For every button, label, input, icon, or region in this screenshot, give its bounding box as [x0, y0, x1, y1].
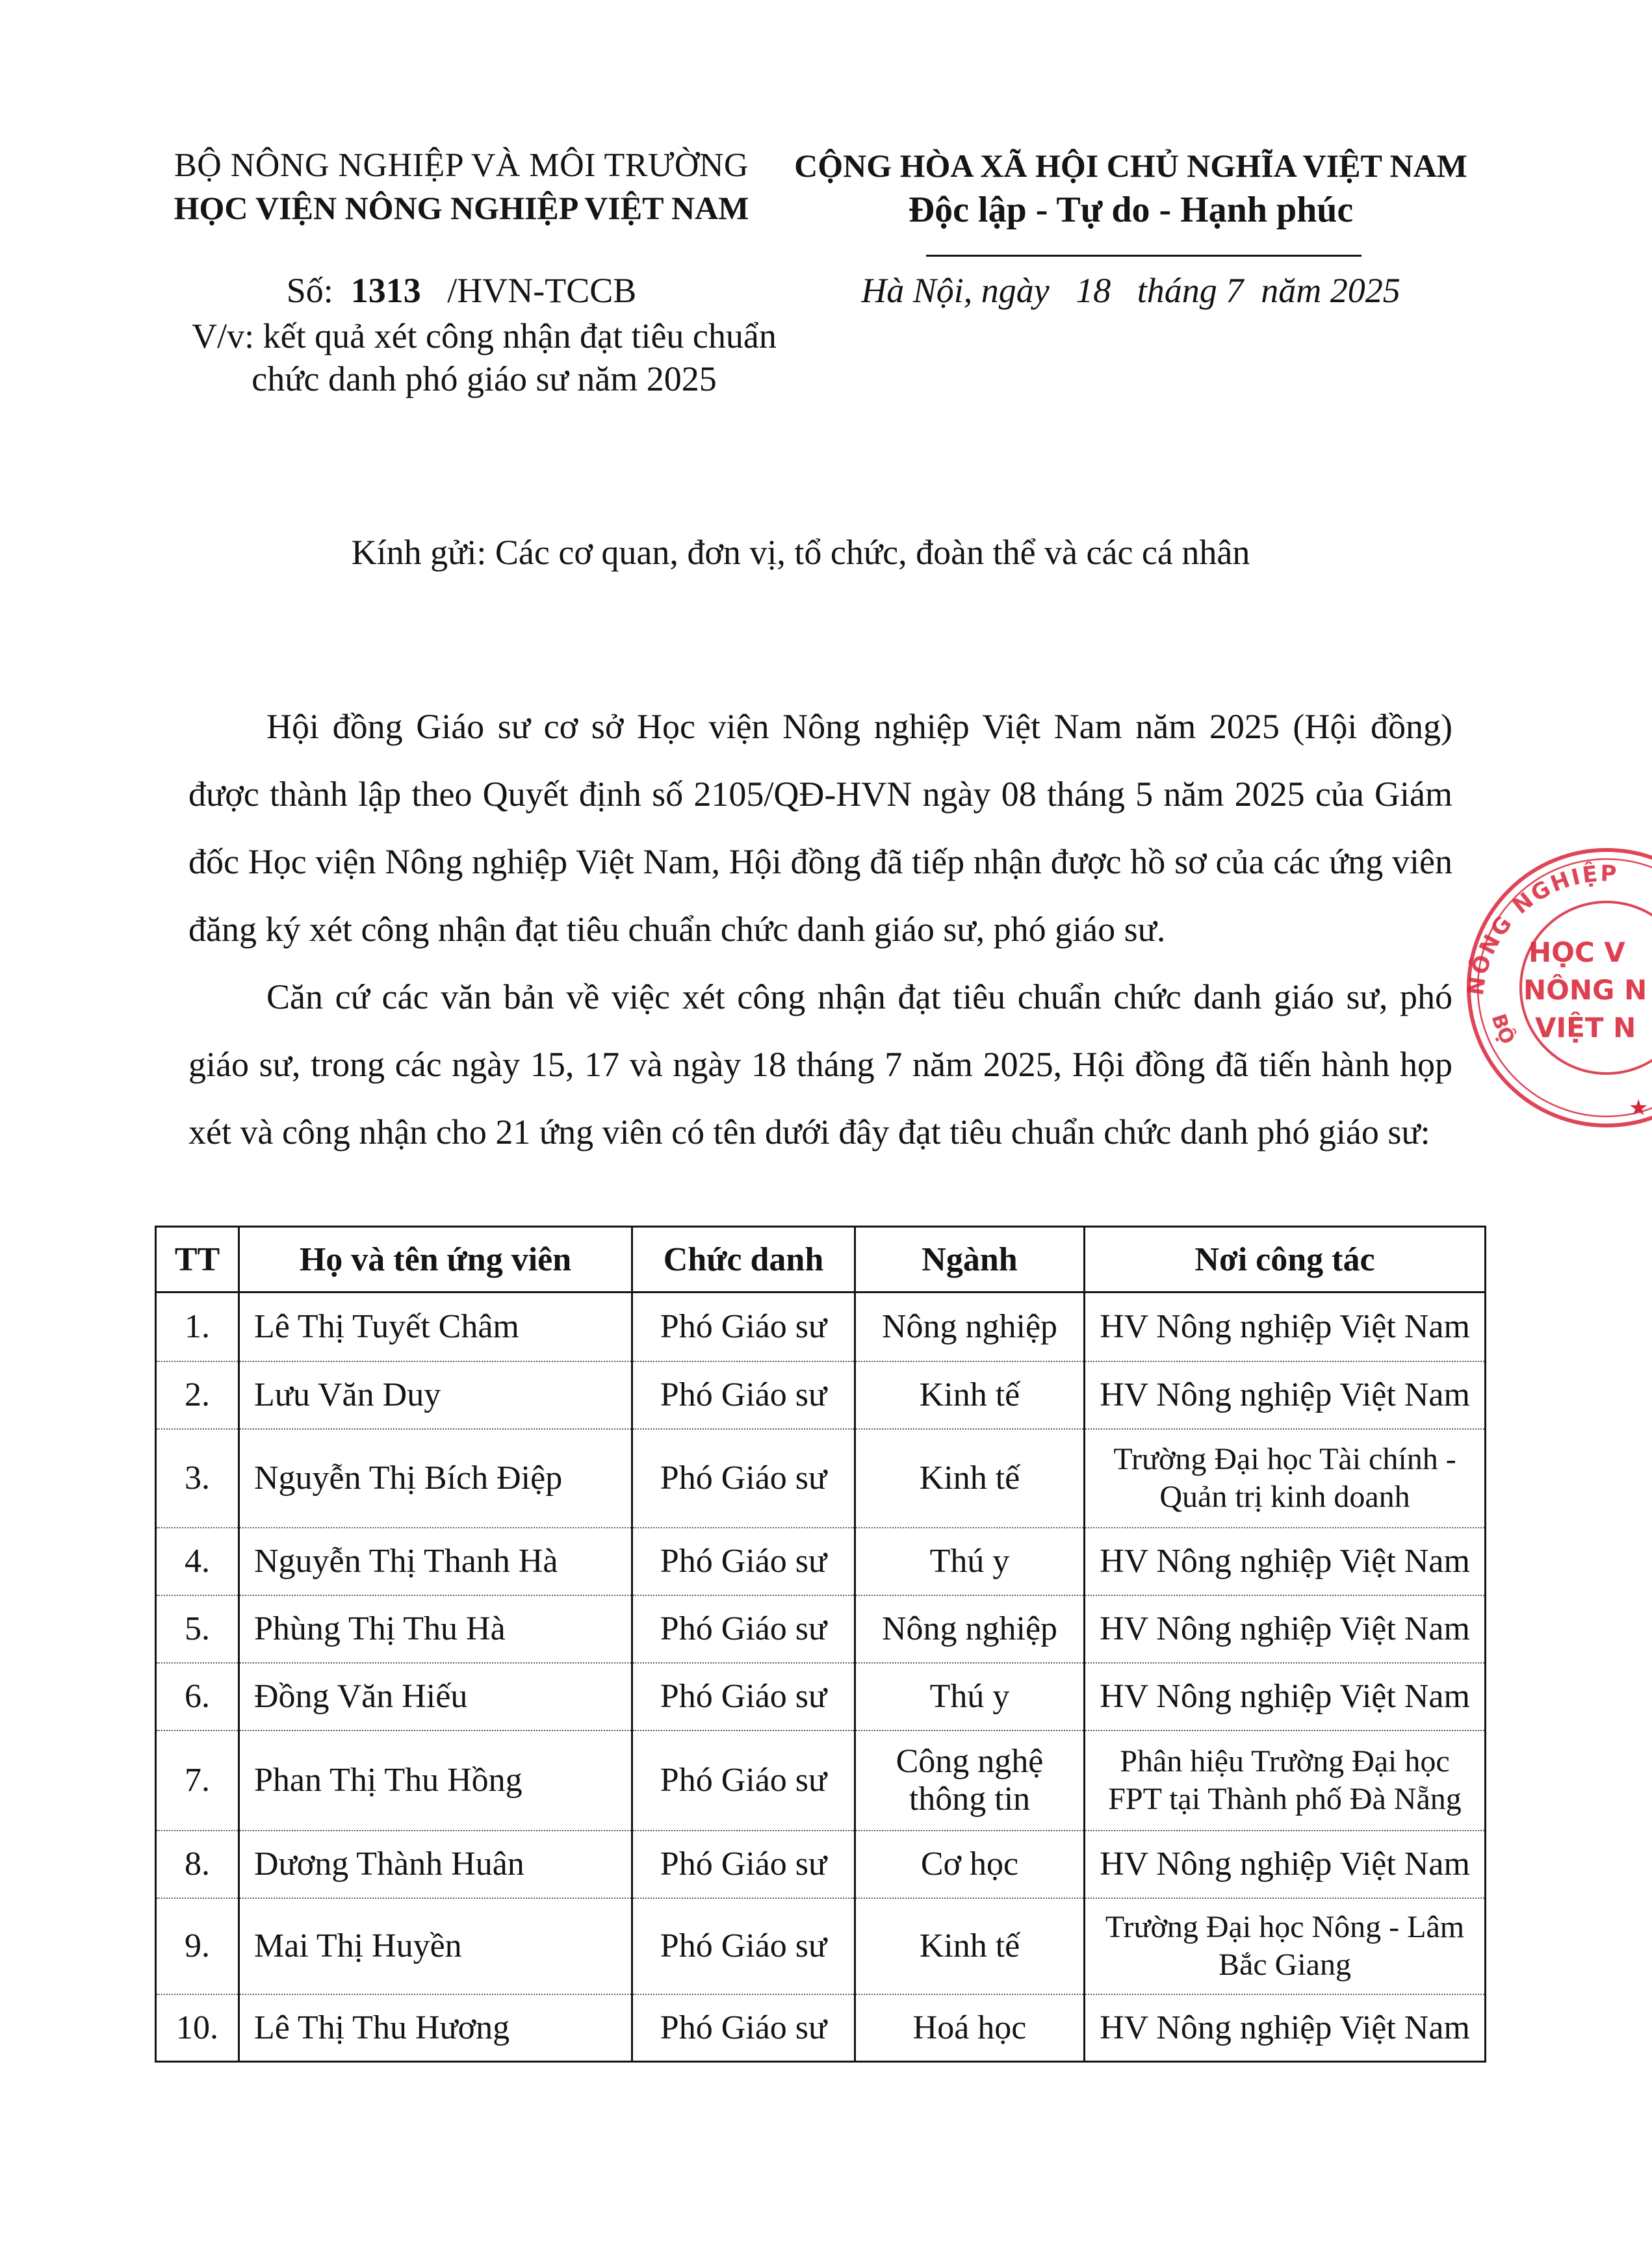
cell-field: Kinh tế — [855, 1429, 1085, 1528]
header-name: Họ và tên ứng viên — [239, 1227, 632, 1293]
table-row — [156, 1361, 1486, 1429]
seal-bottom-text: BỘ — [1486, 1011, 1519, 1048]
cell-workplace: HV Nông nghiệp Việt Nam — [1085, 1528, 1486, 1595]
academy-name: HỌC VIỆN NÔNG NGHIỆP VIỆT NAM — [174, 190, 749, 226]
cell-title: Phó Giáo sư — [632, 1293, 855, 1361]
subject-line-2: chức danh phó giáo sư năm 2025 — [252, 359, 717, 398]
cell-field: Kinh tế — [855, 1361, 1085, 1429]
cell-title: Phó Giáo sư — [632, 1361, 855, 1429]
cell-workplace: HV Nông nghiệp Việt Nam — [1085, 1994, 1486, 2062]
cell-workplace: HV Nông nghiệp Việt Nam — [1085, 1831, 1486, 1898]
motto-underline — [926, 255, 1362, 257]
cell-name: Lưu Văn Duy — [239, 1361, 632, 1429]
cell-tt: 10. — [156, 1994, 239, 2062]
cell-title: Phó Giáo sư — [632, 1528, 855, 1595]
header-field: Ngành — [855, 1227, 1085, 1293]
cell-field: Thú y — [855, 1663, 1085, 1730]
cell-workplace: Trường Đại học Nông - Lâm Bắc Giang — [1085, 1898, 1486, 1994]
cell-workplace: HV Nông nghiệp Việt Nam — [1085, 1663, 1486, 1730]
doc-number-label: Số: — [286, 271, 333, 310]
seal-arc-text: NÔNG NGHIỆP — [1462, 860, 1619, 997]
cell-field: Nông nghiệp — [855, 1293, 1085, 1361]
cell-title: Phó Giáo sư — [632, 1595, 855, 1663]
cell-field: Thú y — [855, 1528, 1085, 1595]
header-workplace: Nơi công tác — [1085, 1227, 1486, 1293]
nation-name: CỘNG HÒA XÃ HỘI CHỦ NGHĨA VIỆT NAM — [794, 148, 1467, 184]
seal-line-1: HỌC V — [1529, 936, 1625, 968]
cell-tt: 2. — [156, 1361, 239, 1429]
cell-title: Phó Giáo sư — [632, 1898, 855, 1994]
cell-title: Phó Giáo sư — [632, 1663, 855, 1730]
cell-workplace: Trường Đại học Tài chính - Quản trị kinh doanh — [1085, 1429, 1486, 1528]
cell-name: Nguyễn Thị Thanh Hà — [239, 1528, 632, 1595]
cell-workplace: HV Nông nghiệp Việt Nam — [1085, 1361, 1486, 1429]
paragraph-2-text: Căn cứ các văn bản về việc xét công nhận đạt tiêu chuẩn chức danh giáo sư, phó giáo sư, trong các ngày 15, 17 và ngày 18 tháng 7 năm 2025, Hội đồng đã tiến hành họp xét và công nhận cho 21 ứng viên có tên dưới đây đạt tiêu chuẩn chức danh phó giáo sư: — [188, 977, 1452, 1151]
cell-name: Lê Thị Thu Hương — [239, 1994, 632, 2062]
national-heading — [780, 144, 1482, 233]
table-row — [156, 1831, 1486, 1898]
header-tt: TT — [156, 1227, 239, 1293]
cell-name: Phan Thị Thu Hồng — [239, 1730, 632, 1831]
seal-graphic — [1438, 843, 1652, 1129]
cell-field: Nông nghiệp — [855, 1595, 1085, 1663]
cell-tt: 7. — [156, 1730, 239, 1831]
cell-tt: 6. — [156, 1663, 239, 1730]
cell-field: Cơ học — [855, 1831, 1085, 1898]
cell-field: Hoá học — [855, 1994, 1085, 2062]
cell-title: Phó Giáo sư — [632, 1994, 855, 2062]
paragraph-2 — [188, 963, 1452, 1166]
cell-tt: 1. — [156, 1293, 239, 1361]
cell-tt: 8. — [156, 1831, 239, 1898]
official-seal — [1438, 843, 1652, 1129]
national-motto: Độc lập - Tự do - Hạnh phúc — [908, 190, 1354, 230]
table-row — [156, 1898, 1486, 1994]
seal-star-icon: ★ — [1629, 1095, 1649, 1121]
cell-workplace: Phân hiệu Trường Đại học FPT tại Thành phố Đà Nẵng — [1085, 1730, 1486, 1831]
paragraph-1 — [188, 693, 1452, 963]
table-row — [156, 1528, 1486, 1595]
table-row — [156, 1994, 1486, 2062]
cell-name: Mai Thị Huyền — [239, 1898, 632, 1994]
table-row — [156, 1730, 1486, 1831]
cell-name: Lê Thị Tuyết Châm — [239, 1293, 632, 1361]
cell-name: Dương Thành Huân — [239, 1831, 632, 1898]
subject-line-1: V/v: kết quả xét công nhận đạt tiêu chuẩn — [192, 316, 777, 355]
seal-line-2: NÔNG N — [1523, 974, 1647, 1006]
paragraph-1-text: Hội đồng Giáo sư cơ sở Học viện Nông nghiệp Việt Nam năm 2025 (Hội đồng) được thành lập theo Quyết định số 2105/QĐ-HVN ngày 08 tháng 5 năm 2025 của Giám đốc Học viện Nông nghiệp Việt Nam, Hội đồng đã tiếp nhận được hồ sơ của các ứng viên đăng ký xét công nhận đạt tiêu chuẩn chức danh giáo sư, phó giáo sư. — [188, 707, 1452, 949]
cell-title: Phó Giáo sư — [632, 1429, 855, 1528]
cell-workplace: HV Nông nghiệp Việt Nam — [1085, 1595, 1486, 1663]
recipient-line: Kính gửi: Các cơ quan, đơn vị, tổ chức, đoàn thể và các cá nhân — [351, 533, 1250, 572]
table-row — [156, 1595, 1486, 1663]
table-row — [156, 1293, 1486, 1361]
table-header-row — [156, 1227, 1486, 1293]
cell-name: Đồng Văn Hiếu — [239, 1663, 632, 1730]
cell-field: Công nghệ thông tin — [855, 1730, 1085, 1831]
table-row — [156, 1429, 1486, 1528]
cell-workplace: HV Nông nghiệp Việt Nam — [1085, 1293, 1486, 1361]
document-number — [156, 268, 767, 313]
cell-title: Phó Giáo sư — [632, 1831, 855, 1898]
cell-tt: 4. — [156, 1528, 239, 1595]
candidate-table — [155, 1226, 1486, 2063]
seal-line-3: VIỆT N — [1535, 1012, 1636, 1044]
place-and-date: Hà Nội, ngày 18 tháng 7 năm 2025 — [861, 271, 1400, 310]
table-row — [156, 1663, 1486, 1730]
cell-field: Kinh tế — [855, 1898, 1085, 1994]
cell-name: Phùng Thị Thu Hà — [239, 1595, 632, 1663]
ministry-name: BỘ NÔNG NGHIỆP VÀ MÔI TRƯỜNG — [174, 147, 749, 184]
cell-name: Nguyễn Thị Bích Điệp — [239, 1429, 632, 1528]
issuer-block — [156, 144, 767, 229]
header-title: Chức danh — [632, 1227, 855, 1293]
cell-title: Phó Giáo sư — [632, 1730, 855, 1831]
cell-tt: 9. — [156, 1898, 239, 1994]
doc-number-code: /HVN-TCCB — [447, 271, 637, 310]
cell-tt: 5. — [156, 1595, 239, 1663]
document-subject — [156, 315, 812, 400]
cell-tt: 3. — [156, 1429, 239, 1528]
doc-number-value: 1313 — [350, 271, 421, 310]
